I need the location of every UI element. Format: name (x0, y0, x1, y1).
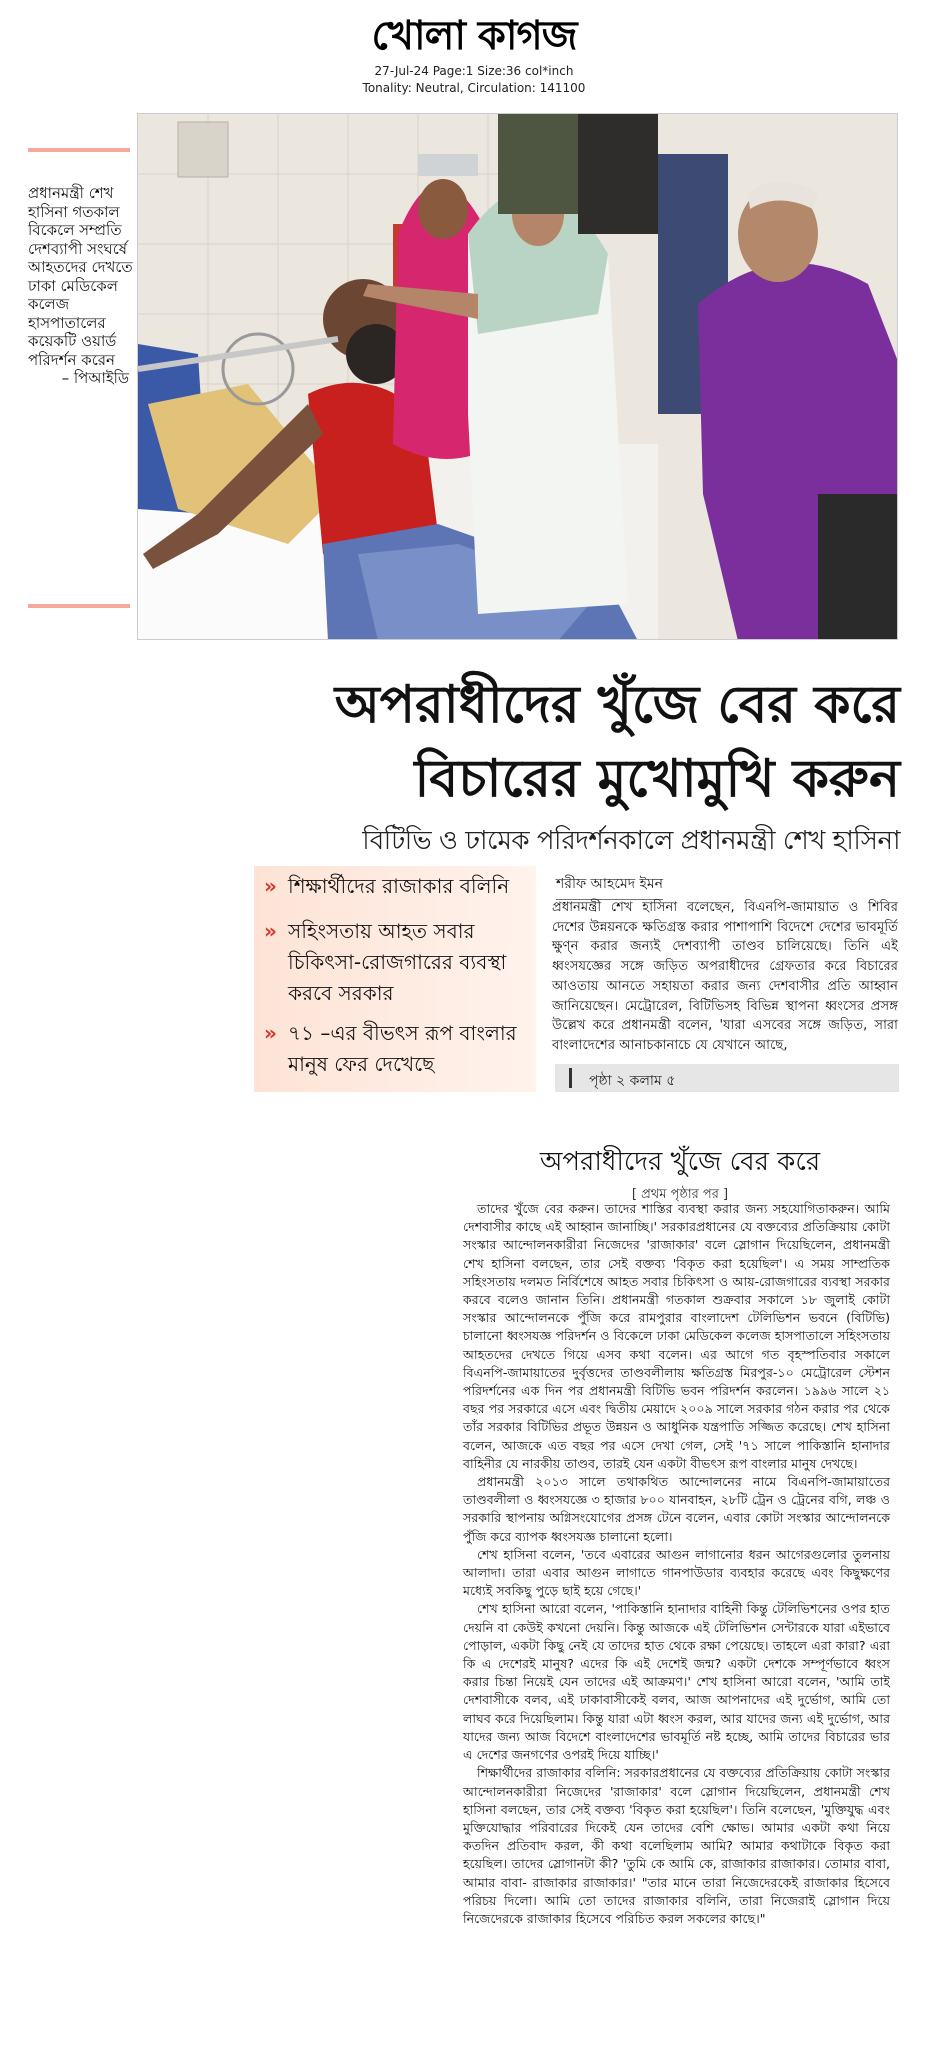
news-photo (137, 113, 898, 640)
lead-paragraph: প্রধানমন্ত্রী শেখ হাসিনা বলেছেন, বিএনপি-জামায়াত ও শিবির দেশের উন্নয়নকে ক্ষতিগ্রস্ত করার পাশাপাশি বিদেশে দেশের ভাবমূর্তি ক্ষুণ্ন করার জন্যই দেশব্যাপী তাণ্ডব চালিয়েছে। তিনি এই ধ্বংসযজ্ঞের সঙ্গে জড়িত অপরাধীদের গ্রেফতার করে বিচারের আওতায় আনতে সহায়তা করার জন্য দেশবাসীর প্রতি আহ্বান জানিয়েছেন। মেট্রোরেল, বিটিভিসহ বিভিন্ন স্থাপনা ধ্বংসের প্রসঙ্গ উল্লেখ করে প্রধানমন্ত্রী বলেন, 'যারা এসবের সঙ্গে জড়িত, সারা বাংলাদেশের আনাচকানাচে যে যেখানে আছে, (552, 900, 898, 1053)
continuation-paragraph: প্রধানমন্ত্রী ২০১৩ সালে তথাকথিত আন্দোলনের নামে বিএনপি-জামায়াতের তাণ্ডবলীলা ও ধ্বংসযজ্ঞে ৩ হাজার ৮০০ যানবাহন, ২৮টি ট্রেন ও ট্রেনের বগি, লঞ্চ ও সরকারি স্থাপনায় অগ্নিসংযোগের প্রসঙ্গ টেনে বলেন, এবার কোটা সংস্কার আন্দোলনকে পুঁজি করে ব্যাপক ধ্বংসযজ্ঞ চালানো হলো। (463, 1474, 890, 1544)
clipping-meta-line2: Tonality: Neutral, Circulation: 141100 (362, 81, 586, 95)
hospital-visit-photo (138, 114, 898, 640)
newspaper-logo: খোলা কাগজ (371, 12, 577, 59)
highlights-box (254, 866, 536, 1092)
continuation-paragraph: শেখ হাসিনা আরো বলেন, 'পাকিস্তানি হানাদার বাহিনী কিন্তু টেলিভিশনের ওপর হাত দেয়নি বা কেউই কখনো দেয়নি। কিন্তু আজকে এই টেলিভিশন সেন্টারকে যারা এইভাবে পোড়াল, একটা কিছু নেই যে তাদের হাত থেকে রক্ষা পেয়েছে। তাহলে এরা কারা? এরা কি এ দেশেরই মানুষ? এদের কি এই দেশেই জন্ম? একটা দেশকে সম্পূর্ণভাবে ধ্বংস করার চিন্তা নিয়েই যেন তাদের এই আক্রমণ।' শেখ হাসিনা আরো বলেন, 'আমি তাই দেশবাসীকে বলব, এই ঢাকাবাসীকেই বলব, আজ আপনাদের এই দুর্ভোগ, আমি তো লাঘব করে দিয়েছিলাম। কিন্তু যারা এটা ধ্বংস করল, আর যাদের জন্য এই দুর্ভোগ, আর যাদের জন্য আজ বিদেশে বাংলাদেশের ভাবমূর্তি নষ্ট হচ্ছে, আমি তাদের বিচারের ভার এ দেশের জনগণের ওপরই দিয়ে যাচ্ছি।' (463, 1601, 890, 1763)
highlight-item (260, 872, 509, 900)
highlight-text: সহিংসতায় আহত সবার চিকিৎসা-রোজগারের ব্যবস্থা করবে সরকার (288, 919, 507, 1005)
masthead (0, 0, 948, 100)
continuation-title: অপরাধীদের খুঁজে বের করে (539, 1147, 821, 1177)
caption-top-rule (28, 148, 130, 152)
photo-caption (28, 184, 133, 388)
caption-bottom-rule (28, 604, 130, 608)
highlight-text: শিক্ষার্থীদের রাজাকার বলিনি (288, 874, 510, 898)
jump-marker (569, 1068, 572, 1088)
continuation-paragraph: তাদের খুঁজে বের করুন। তাদের শাস্তির ব্যবস্থা করার জন্য সহযোগিতাকরুন। আমি দেশবাসীর কাছে এই আহ্বান জানাচ্ছি।' সরকারপ্রধানের যে বক্তব্যের প্রতিক্রিয়ায় কোটা সংস্কার আন্দোলনকারীরা নিজেদের 'রাজাকার' বলে স্লোগান দিয়েছিলেন, প্রধানমন্ত্রী শেখ হাসিনা বলছেন, তার সেই বক্তব্য 'বিকৃত করা হয়েছিল'। এ সময় সাম্প্রতিক সহিংসতায় দলমত নির্বিশেষে আহত সবার চিকিৎসা ও আয়-রোজগারের ব্যবস্থা সরকার করবে বলেও জানান তিনি। প্রধানমন্ত্রী গতকাল শুক্রবার সকালে ১৮ জুলাই কোটা সংস্কার আন্দোলনকে পুঁজি করে রামপুরার বাংলাদেশ টেলিভিশন ভবনে (বিটিভি) চালানো ধ্বংসযজ্ঞ পরিদর্শন ও বিকেলে ঢাকা মেডিকেল কলেজ হাসপাতালে সহিংসতায় আহতদের দেখতে গিয়ে এসব কথা বলেন। এর আগে গত বৃহস্পতিবার সকালে বিএনপি-জামায়াতের দুর্বৃত্তদের তাণ্ডবলীলায় ক্ষতিগ্রস্ত মিরপুর-১০ মেট্রোরেল স্টেশন পরিদর্শনের এক দিন পর প্রধানমন্ত্রী বিটিভি ভবন পরিদর্শন করলেন। ১৯৯৬ সালে ২১ বছর পর সরকারে এসে এবং দ্বিতীয় মেয়াদে ২০০৯ সালে সরকার গঠন করার পর থেকে তাঁর সরকার বিটিভির প্রভূত উন্নয়ন ও আধুনিক যন্ত্রপাতি সজ্জিত করেছে। শেখ হাসিনা বলেন, আজকে এত বছর পর এসে দেখা গেল, সেই '৭১ সালে পাকিস্তানি হানাদার বাহিনীর যে নারকীয় তাণ্ডব, তারই যেন একটা বীভৎস রূপ বাংলার মানুষ দেখছে। (463, 1201, 890, 1471)
continuation-body (463, 1200, 890, 1928)
highlight-item (260, 1018, 522, 1080)
clipping-meta-line1: 27-Jul-24 Page:1 Size:36 col*inch (374, 64, 574, 78)
chevron-right-icon: » (264, 919, 277, 943)
chevron-right-icon: » (264, 874, 277, 898)
continuation-paragraph: শিক্ষার্থীদের রাজাকার বলিনি: সরকারপ্রধানের যে বক্তব্যের প্রতিক্রিয়ায় কোটা সংস্কার আন্দোলনকারীরা নিজেদের 'রাজাকার' বলে স্লোগান দিয়েছিলেন, প্রধানমন্ত্রী শেখ হাসিনা বলছেন, তার সেই বক্তব্য 'বিকৃত করা হয়েছিল'। তিনি বলেছেন, 'মুক্তিযুদ্ধ এবং মুক্তিযোদ্ধার পরিবারের দিকেই যেন তাদের বেশি ক্ষোভ। আমার একটা কথা নিয়ে কতদিন প্রতিবাদ করল, কী কথা বলেছিলাম আমি? আমার কথাটাকে বিকৃত করা হয়েছিল। তাদের স্লোগানটা কী? 'তুমি কে আমি কে, রাজাকার রাজাকার। তোমার বাবা, আমার বাবা- রাজাকার রাজাকার।' "তার মানে তারা নিজেদেরকেই রাজাকার হিসেবে পরিচয় দিলো। আমি তো তাদের রাজাকার বলিনি, তারা নিজেরাই স্লোগান দিয়ে নিজেদেরকে রাজাকার হিসেবে পরিচিত করল সকলের কাছে।" (463, 1765, 890, 1926)
chevron-right-icon: » (264, 1021, 277, 1045)
continuation-paragraph: শেখ হাসিনা বলেন, 'তবে এবারের আগুন লাগানোর ধরন আগেরগুলোর তুলনায় আলাদা। তারা এবার আগুন লাগাতে গানপাউডার ব্যবহার করেছে এবং কিছুক্ষণের মধ্যেই সবকিছু পুড়ে ছাই হয়ে গেছে।' (463, 1546, 890, 1599)
subheadline: বিটিভি ও ঢামেক পরিদর্শনকালে প্রধানমন্ত্রী শেখ হাসিনা (362, 826, 900, 856)
headline (240, 668, 900, 816)
continued-on-bar (555, 1064, 899, 1092)
jump-text: পৃষ্ঠা ২ কলাম ৫ (589, 1073, 676, 1089)
caption-text: প্রধানমন্ত্রী শেখ হাসিনা গতকাল বিকেলে সম্প্রতি দেশব্যাপী সংঘর্ষে আহতদের দেখতে ঢাকা মেডিকেল কলেজ হাসপাতালের কয়েকটি ওয়ার্ড পরিদর্শন করেন (28, 184, 133, 369)
byline: শরীফ আহমেদ ইমন (556, 872, 663, 900)
caption-credit: – পিআইডি (61, 369, 129, 387)
continuation-from-label: [ প্রথম পৃষ্ঠার পর ] (631, 1187, 729, 1202)
highlight-item (260, 916, 522, 1009)
highlight-text: ৭১ –এর বীভৎস রূপ বাংলার মানুষ ফের দেখেছে (288, 1021, 517, 1076)
headline-line1: অপরাধীদের খুঁজে বের করে (334, 674, 900, 735)
clipping-meta (0, 63, 948, 97)
headline-line2: বিচারের মুখোমুখি করুন (414, 748, 900, 809)
